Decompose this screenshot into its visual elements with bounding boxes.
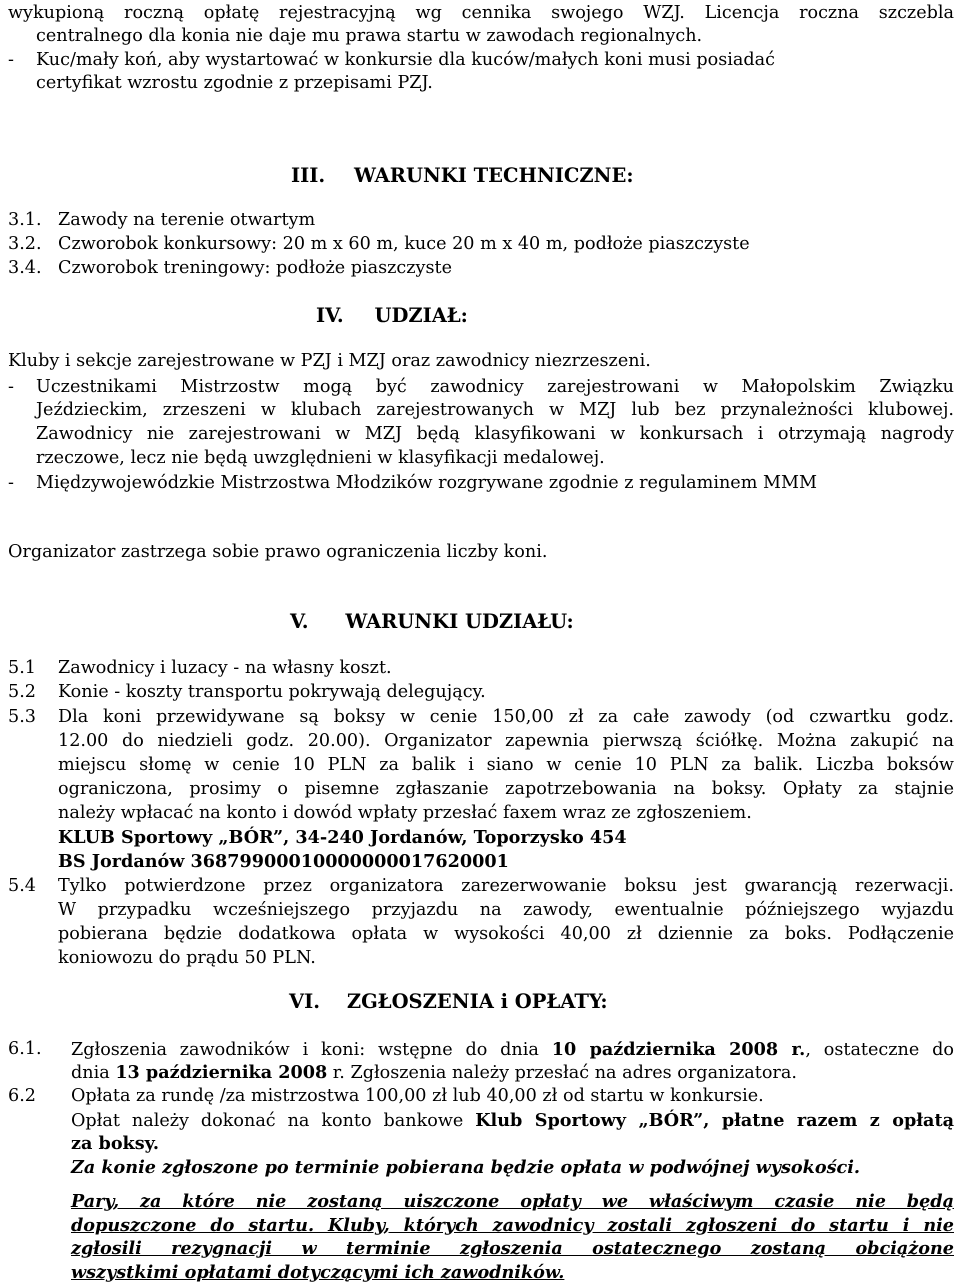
item-3-4-text: Czworobok treningowy: podłoże piaszczyste [58, 258, 452, 278]
warning-line-3: zgłosili rezygnacji w terminie zgłoszenia ostatecznego zostaną obciążone [71, 1238, 954, 1259]
item-5-3-number: 5.3 [8, 707, 36, 727]
item-3-2-text: Czworobok konkursowy: 20 m x 60 m, kuce 20 m x 40 m, podłoże piaszczyste [58, 234, 750, 254]
item-6-1-line-2 [71, 1061, 797, 1086]
youth-championship-text: Międzywojewódzkie Mistrzostwa Młodzików rozgrywane zgodnie z regulaminem MMM [36, 473, 818, 493]
item-5-3-line-3: miejscu słomę w cenie 10 PLN za balik i siano w cenie 10 PLN za balik. Liczba boksów [58, 755, 954, 775]
item-5-3-line-5: należy wpłacać na konto i dowód wpłaty przesłać faxem wraz ze zgłoszeniem. [58, 803, 752, 823]
item-3-1-number: 3.1. [8, 210, 42, 230]
item-6-2-line-3: za boksy. [71, 1133, 159, 1154]
section-6-title: ZGŁOSZENIA i OPŁATY: [346, 990, 608, 1013]
section-4-heading [316, 304, 468, 328]
item-6-1-text-d: dnia [71, 1063, 116, 1083]
section-3-heading [291, 164, 634, 188]
bank-account: BS Jordanów 36879900010000000017620001 [58, 851, 509, 872]
warning-line-1: Pary, za które nie zostaną uiszczone opłaty we właściwym czasie nie będą [71, 1191, 954, 1212]
item-5-3-line-4: ograniczona, prosimy o pisemne zgłaszanie zapotrzebowania na boksy. Opłaty za stajnie [58, 779, 954, 799]
item-6-1-text-c: , ostateczne do [805, 1040, 954, 1060]
item-5-4-line-2: W przypadku wcześniejszego przyjazdu na zawody, ewentualnie późniejszego wyjazdu [58, 900, 954, 920]
item-5-2-text: Konie - koszty transportu pokrywają delegujący. [58, 682, 486, 702]
item-5-4-number: 5.4 [8, 876, 36, 896]
pony-line-1: Kuc/mały koń, aby wystartować w konkursie dla kuców/małych koni musi posiadać [36, 50, 775, 70]
section-4-title: UDZIAŁ: [374, 304, 468, 327]
item-3-1-text: Zawody na terenie otwartym [58, 210, 316, 230]
section-6-heading [289, 990, 608, 1014]
section-6-number: VI. [289, 990, 321, 1013]
participants-line-4: rzeczowe, lecz nie będą uwzględnieni w klasyfikacji medalowej. [36, 448, 605, 468]
section-5-title: WARUNKI UDZIAŁU: [345, 610, 574, 633]
item-5-4-line-4: koniowozu do prądu 50 PLN. [58, 948, 316, 968]
item-6-2-line-1: Opłata za rundę /za mistrzostwa 100,00 zł lub 40,00 zł od startu w konkursie. [71, 1086, 764, 1106]
warning-notice [71, 1190, 954, 1284]
participants-line-3: Zawodnicy nie zarejestrowani w MZJ będą klasyfikowani w konkursach i otrzymają nagrody [36, 424, 954, 444]
item-6-1-text-f: r. Zgłoszenia należy przesłać na adres organizatora. [327, 1063, 797, 1083]
warning-line-2: dopuszczone do startu. Kluby, których zawodnicy zostali zgłoszeni do startu i nie [71, 1214, 954, 1236]
pony-line-2: certyfikat wzrostu zgodnie z przepisami PZJ. [36, 73, 433, 93]
final-deadline: 13 października 2008 [115, 1062, 328, 1083]
item-3-4-number: 3.4. [8, 258, 42, 278]
first-deadline: 10 października 2008 r. [551, 1039, 806, 1060]
item-3-2-number: 3.2. [8, 234, 42, 254]
item-5-2-number: 5.2 [8, 682, 36, 702]
bank-name: KLUB Sportowy „BÓR”, 34-240 Jordanów, Toporzysko 454 [58, 827, 627, 848]
section-5-heading [290, 610, 574, 634]
item-5-3-line-2: 12.00 do niedzieli godz. 20.00). Organizator zapewnia pierwszą ściółkę. Można zakupić na [58, 731, 954, 751]
organizer-note: Organizator zastrzega sobie prawo ograniczenia liczby koni. [8, 542, 548, 562]
item-5-4-line-1: Tylko potwierdzone przez organizatora zarezerwowanie boksu jest gwarancją rezerwacji. [58, 876, 954, 896]
item-6-1-line-1 [71, 1038, 954, 1063]
warning-line-4: wszystkimi opłatami dotyczącymi ich zawodników. [71, 1261, 565, 1283]
item-5-4-line-3: pobierana będzie dodatkowa opłata w wysokości 40,00 zł dziennie za boks. Podłączenie [58, 924, 954, 944]
item-5-1-text: Zawodnicy i luzacy - na własny koszt. [58, 658, 392, 678]
section-5-number: V. [290, 610, 309, 633]
item-6-2-line-2 [71, 1109, 954, 1134]
section-4-number: IV. [316, 304, 344, 327]
participants-line-2: Jeździeckim, zrzeszeni w klubach zarejestrowanych w MZJ lub bez przynależności klubowej. [36, 400, 954, 420]
participants-dash: - [8, 377, 14, 397]
participants-line-1: Uczestnikami Mistrzostw mogą być zawodnicy zarejestrowani w Małopolskim Związku [36, 377, 954, 397]
item-6-1-number: 6.1. [8, 1039, 42, 1059]
intro-line-1: wykupioną roczną opłatę rejestracyjną wg cennika swojego WZJ. Licencja roczna szczebla [8, 3, 954, 23]
item-5-3-line-1: Dla koni przewidywane są boksy w cenie 150,00 zł za całe zawody (od czwartku godz. [58, 707, 954, 727]
item-6-2-number: 6.2 [8, 1086, 36, 1106]
late-fee-notice: Za konie zgłoszone po terminie pobierana będzie opłata w podwójnej wysokości. [71, 1157, 861, 1178]
pony-dash: - [8, 50, 14, 70]
section-3-title: WARUNKI TECHNICZNE: [353, 164, 634, 187]
section-3-number: III. [291, 164, 326, 187]
intro-line-2: centralnego dla konia nie daje mu prawa startu w zawodach regionalnych. [36, 26, 703, 46]
youth-dash: - [8, 473, 14, 493]
item-6-1-text-a: Zgłoszenia zawodników i koni: wstępne do dnia [71, 1040, 552, 1060]
item-5-1-number: 5.1 [8, 658, 36, 678]
payee-name: Klub Sportowy „BÓR”, płatne razem z opłatą [475, 1110, 954, 1131]
clubs-text: Kluby i sekcje zarejestrowane w PZJ i MZJ oraz zawodnicy niezrzeszeni. [8, 351, 651, 371]
item-6-2-text-a: Opłat należy dokonać na konto bankowe [71, 1111, 476, 1131]
